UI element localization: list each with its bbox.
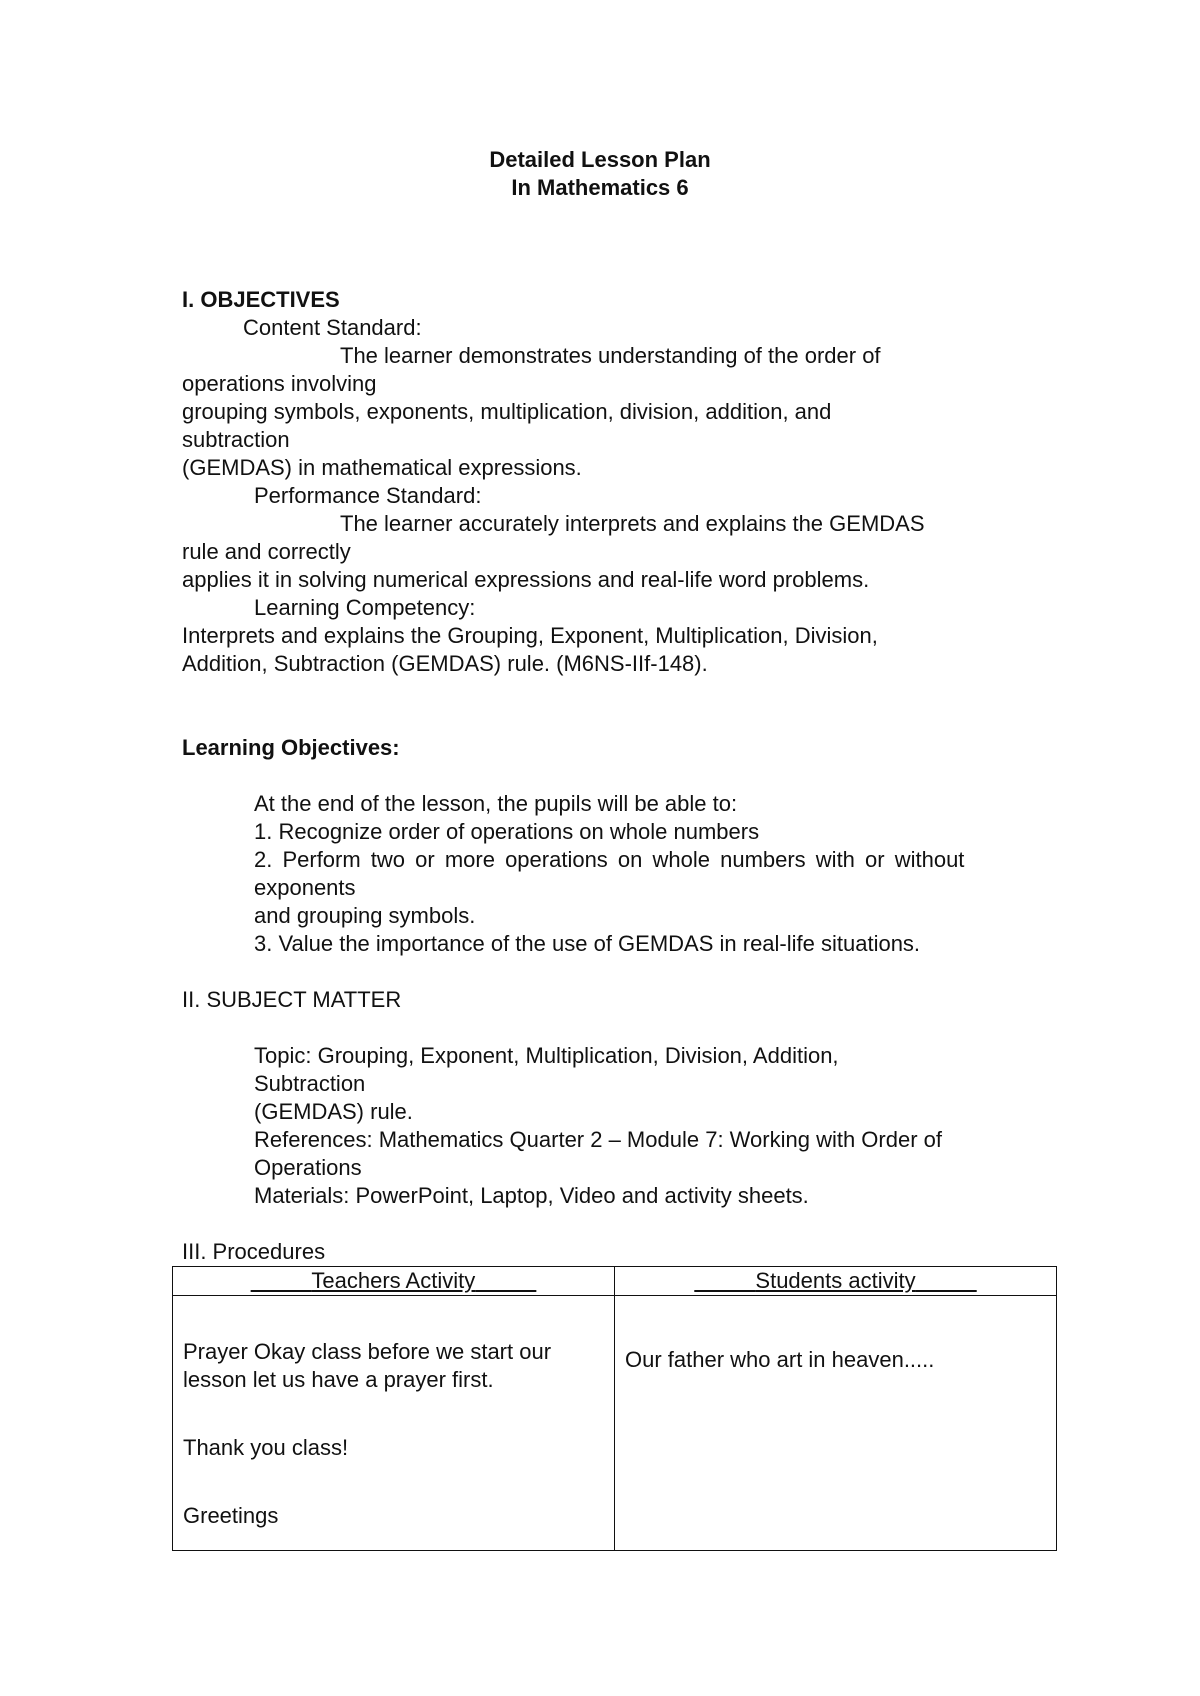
objective-item: and grouping symbols.	[254, 903, 476, 928]
teacher-activity-cell	[173, 1296, 615, 1551]
subject-matter-text: Materials: PowerPoint, Laptop, Video and activity sheets.	[254, 1183, 809, 1208]
subject-matter-text: Topic: Grouping, Exponent, Multiplication, Division, Addition,	[254, 1043, 839, 1068]
document-title: Detailed Lesson Plan	[489, 147, 711, 172]
objective-item: exponents	[254, 875, 356, 900]
content-standard-text: subtraction	[182, 427, 290, 452]
learning-competency-text: Addition, Subtraction (GEMDAS) rule. (M6NS-IIf-148).	[182, 651, 708, 676]
content-standard-text: operations involving	[182, 371, 377, 396]
student-column-header: Students activity	[615, 1267, 1057, 1296]
document-subtitle: In Mathematics 6	[511, 175, 689, 200]
teacher-activity-line: Greetings	[183, 1503, 279, 1528]
objective-item: 2. Perform two or more operations on whole numbers with or without	[254, 847, 965, 872]
subject-matter-text: (GEMDAS) rule.	[254, 1099, 413, 1124]
student-activity-cell	[615, 1296, 1057, 1551]
content-standard-label: Content Standard:	[243, 315, 422, 340]
content-standard-text: (GEMDAS) in mathematical expressions.	[182, 455, 582, 480]
learning-competency-label: Learning Competency:	[254, 595, 476, 620]
teacher-activity-line: Thank you class!	[183, 1435, 349, 1460]
objectives-heading: I. OBJECTIVES	[182, 287, 340, 312]
objective-item: 3. Value the importance of the use of GEMDAS in real-life situations.	[254, 931, 921, 956]
performance-standard-text: applies it in solving numerical expressions and real-life word problems.	[182, 567, 870, 592]
performance-standard-label: Performance Standard:	[254, 483, 482, 508]
procedures-heading: III. Procedures	[182, 1239, 326, 1264]
objective-item: 1. Recognize order of operations on whole numbers	[254, 819, 760, 844]
procedures-table	[172, 1266, 1057, 1551]
performance-standard-text: The learner accurately interprets and explains the GEMDAS	[340, 511, 925, 536]
teacher-column-header: Teachers Activity	[173, 1267, 615, 1296]
subject-matter-text: Subtraction	[254, 1071, 366, 1096]
learning-competency-text: Interprets and explains the Grouping, Exponent, Multiplication, Division,	[182, 623, 878, 648]
subject-matter-heading: II. SUBJECT MATTER	[182, 987, 402, 1012]
performance-standard-text: rule and correctly	[182, 539, 351, 564]
teacher-activity-line: Prayer Okay class before we start our	[183, 1339, 552, 1364]
content-standard-text: grouping symbols, exponents, multiplication, division, addition, and	[182, 399, 832, 424]
learning-objectives-heading: Learning Objectives:	[182, 735, 400, 760]
learning-objectives-intro: At the end of the lesson, the pupils will be able to:	[254, 791, 738, 816]
teacher-activity-line: lesson let us have a prayer first.	[183, 1367, 494, 1392]
student-activity-line: Our father who art in heaven.....	[625, 1347, 935, 1372]
content-standard-text: The learner demonstrates understanding of the order of	[340, 343, 881, 368]
subject-matter-text: Operations	[254, 1155, 362, 1180]
subject-matter-text: References: Mathematics Quarter 2 – Module 7: Working with Order of	[254, 1127, 942, 1152]
